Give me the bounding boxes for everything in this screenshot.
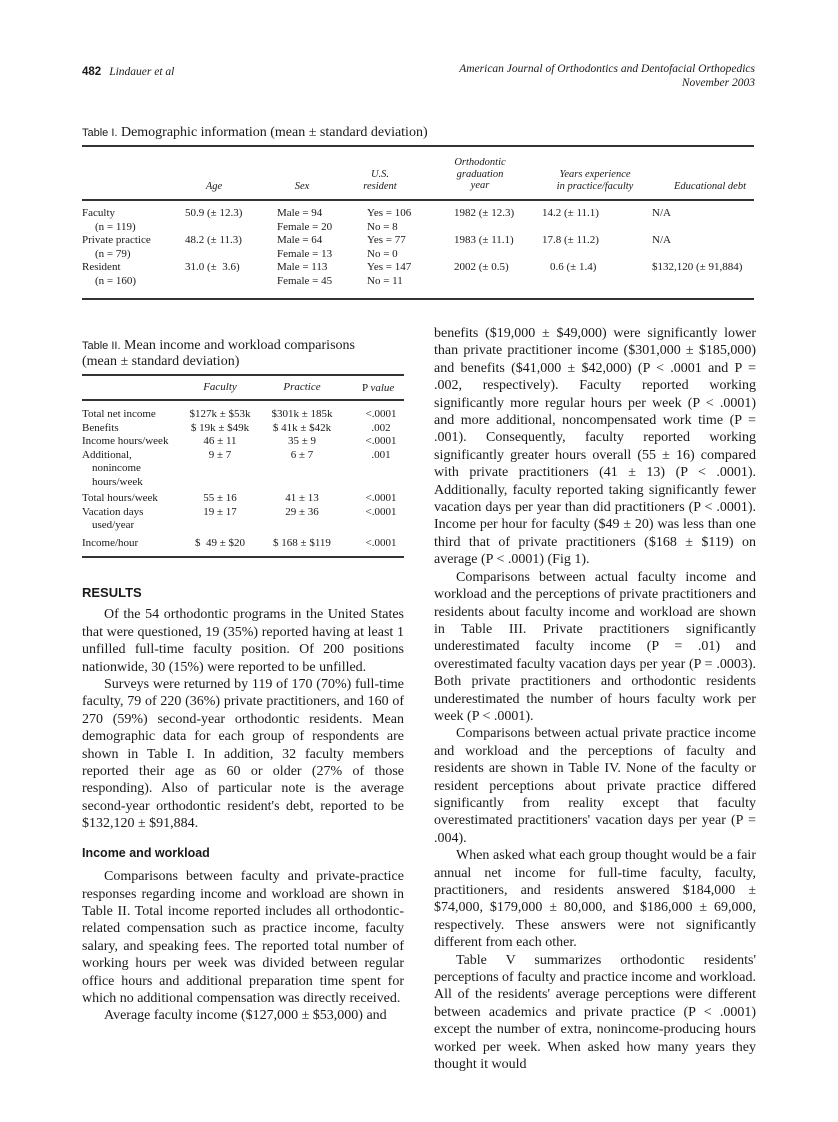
- table1-caption: [82, 125, 428, 141]
- paragraph: When asked what each group thought would be a fair annual net income for full-time faculty, faculty, practitioners, and residents answered $184,000 ± $74,000, $179,000 ± 80,000, and $186,000 ± 69,000, respectively. These answers were not significantly different from each other.: [434, 848, 756, 951]
- running-header-left: [82, 62, 174, 80]
- table2-top-rule: [82, 374, 404, 376]
- table1-header-age: Age: [205, 181, 223, 192]
- table1-header-experience: Years experience in practice/faculty: [556, 169, 634, 192]
- paragraph: Comparisons between actual private practice income and workload and the perceptions of faculty and residents are shown in Table IV. None of the faculty or resident perceptions about private practice differed significantly from reality except that faculty overestimated practitioners' vacation days per year (P = .004).: [434, 726, 756, 846]
- table1-top-rule: [82, 145, 754, 147]
- table2-header-p: P value: [362, 382, 395, 394]
- table2-header-rule: [82, 399, 404, 401]
- paragraph: benefits ($19,000 ± $49,000) were significantly lower than private practitioner income ($301,000 ± $185,000) and benefits ($41,000 ± $42,000) (P < .0001 and P = .002, respectively). Faculty reported working significantly more regular hours per week (P < .0001) and more additional, noncompensated work time (P = .001). Consequently, faculty reported working significantly greater hours overall (55 ± 16) compared with private practitioners (41 ± 13) (P < .0001). Additionally, faculty reported taking significantly fewer vacation days per year than did practitioners (P < .0001). Income per hour for faculty ($49 ± 20) was less than one third that of private practitioners ($168 ± $119) on average (P < .0001) (Fig 1).: [434, 326, 756, 568]
- paragraph: Average faculty income ($127,000 ± $53,000) and: [104, 1008, 387, 1024]
- running-header-right: [459, 62, 755, 90]
- results-heading: RESULTS: [82, 585, 142, 600]
- table2-bottom-rule: [82, 556, 404, 558]
- table2-header-faculty: Faculty: [203, 381, 237, 393]
- table1-header-sex: Sex: [294, 181, 310, 192]
- paragraph: Surveys were returned by 119 of 170 (70%) full-time faculty, 79 of 220 (36%) private practitioners, and 160 of 270 (59%) second-year orthodontic residents. Mean demographic data for each group of respondents are shown in Table I. In addition, 32 faculty members reported their age as 60 or older (27% of those responding). Also of particular note is the average second-year orthodontic resident's debt, reported to be $132,120 ± $91,884.: [82, 677, 404, 832]
- table2-title: Mean income and workload comparisons: [124, 338, 355, 353]
- paragraph: Comparisons between actual faculty income and workload and the perceptions of private practitioners and residents about faculty income and workload are shown in Table III. Private practitioners significantly underestimated faculty income (P = .01) and overestimated faculty vacation days per year (P = .0003). Both private practitioners and orthodontic residents underestimated the number of hours faculty work per week (P < .0001).: [434, 569, 756, 724]
- table1-header-rule: [82, 199, 754, 201]
- page-number: 482: [82, 66, 102, 78]
- table1-title: Demographic information (mean ± standard deviation): [120, 125, 428, 140]
- paragraph: Comparisons between faculty and private-practice responses regarding income and workload are shown in Table II. Total income reported includes all orthodontic-related compensation such as practice income, faculty salary, and speaking fees. The reported total number of working hours per week was divided between regular office hours and additional preparation time spent for which no additional compensation was directly received.: [82, 869, 404, 1006]
- table1-label: Table I.: [82, 127, 118, 139]
- table1-header-graduation: Orthodontic graduation year: [454, 157, 506, 191]
- left-column: [82, 584, 404, 1025]
- table1-header-us-resident: U.S. resident: [363, 169, 397, 192]
- table1-header-debt: Educational debt: [673, 181, 747, 192]
- table2-header-practice: Practice: [283, 381, 321, 393]
- paragraph: Table V summarizes orthodontic residents' perceptions of faculty and practice income and workload. All of the residents' average perceptions were different between academics and private practice (P < .0001) except the number of extra, nonincome-producing hours worked per week. When asked how many years they thought it would: [434, 952, 756, 1073]
- authors: Lindauer et al: [109, 66, 175, 78]
- table2-caption: Table II. Mean income and workload comparisons (mean ± standard deviation): [82, 338, 355, 369]
- income-workload-heading: Income and workload: [82, 845, 210, 860]
- journal-title: American Journal of Orthodontics and Dentofacial Orthopedics: [459, 63, 755, 75]
- right-column: [434, 325, 756, 1073]
- journal-issue: November 2003: [681, 77, 755, 89]
- table1-bottom-rule: [82, 298, 754, 300]
- table2-label: Table II.: [82, 340, 121, 352]
- paragraph: Of the 54 orthodontic programs in the United States that were questioned, 19 (35%) reported having at least 1 unfilled full-time faculty position. Of 200 positions nationwide, 30 (15%) were reported to be unfilled.: [82, 607, 404, 675]
